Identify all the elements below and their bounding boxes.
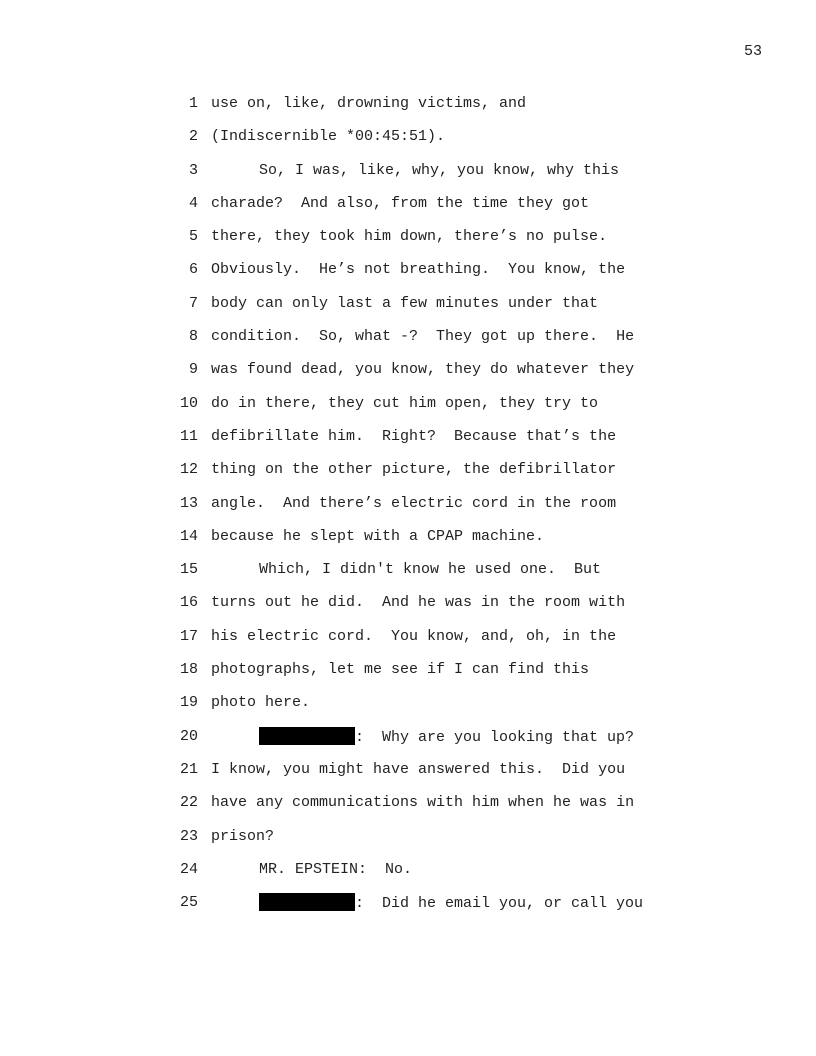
line-number: 23 [179,827,198,845]
page-number: 53 [743,43,762,60]
transcript-line-5 [0,227,816,260]
transcript-line-12 [0,460,816,493]
line-text: condition. So, what -? They got up there. He [211,328,635,346]
transcript-line-6 [0,260,816,293]
line-number: 22 [179,794,198,812]
line-text: thing on the other picture, the defibrillator [211,461,617,479]
transcript-line-15 [0,560,816,593]
line-text: I know, you might have answered this. Did you [211,760,626,778]
line-number: 2 [188,128,198,146]
line-text: (Indiscernible *00:45:51). [211,128,446,146]
line-text: use on, like, drowning victims, and [211,95,527,112]
transcript-line-3 [0,161,816,194]
redaction-bar [259,893,355,911]
transcript-line-25 [0,893,816,926]
transcript-line-4 [0,194,816,227]
line-number: 9 [188,361,198,379]
line-text: Which, I didn't know he used one. But [259,561,602,579]
line-number: 4 [188,194,198,212]
line-text: angle. And there’s electric cord in the room [211,494,617,512]
transcript-line-16 [0,593,816,626]
line-number: 18 [179,661,198,679]
line-text: do in there, they cut him open, they try to [211,394,599,412]
transcript-line-2 [0,127,816,160]
line-text: MR. EPSTEIN: No. [259,860,413,878]
line-number: 6 [188,261,198,279]
line-number: 16 [179,594,198,612]
transcript-line-13 [0,494,816,527]
line-number: 19 [179,694,198,712]
line-text-container [211,860,412,880]
line-number: 20 [179,727,198,745]
line-text: because he slept with a CPAP machine. [211,527,545,545]
line-number: 10 [179,394,198,412]
line-text: have any communications with him when he was in [211,794,635,812]
line-text: So, I was, like, why, you know, why this [259,161,620,179]
transcript-line-8 [0,327,816,360]
transcript-line-19 [0,693,816,726]
transcript-line-21 [0,760,816,793]
line-text: his electric cord. You know, and, oh, in the [211,627,617,645]
transcript-line-7 [0,294,816,327]
line-number: 17 [179,627,198,645]
line-text: : Why are you looking that up? [355,728,635,746]
line-text: turns out he did. And he was in the room with [211,594,626,612]
line-number: 24 [179,860,198,878]
line-number: 11 [179,427,198,445]
line-number: 3 [188,161,198,179]
line-number: 8 [188,328,198,346]
line-text: photo here. [211,694,311,712]
line-text-container [211,893,643,914]
line-text: body can only last a few minutes under that [211,294,599,312]
line-text: prison? [211,827,275,845]
transcript-body [0,94,816,926]
line-text: was found dead, you know, they do whatever they [211,361,635,379]
line-text-container [211,161,619,181]
line-number: 7 [188,294,198,312]
line-text: photographs, let me see if I can find this [211,661,590,679]
line-number: 25 [179,894,198,912]
transcript-line-14 [0,527,816,560]
line-text: there, they took him down, there’s no pulse. [211,228,608,246]
line-text: : Did he email you, or call you [355,895,644,913]
line-text: Obviously. He’s not breathing. You know, the [211,261,626,279]
transcript-line-10 [0,394,816,427]
transcript-line-24 [0,860,816,893]
transcript-line-20 [0,727,816,760]
line-number: 13 [179,494,198,512]
line-number: 21 [179,760,198,778]
transcript-line-23 [0,827,816,860]
line-text: charade? And also, from the time they got [211,194,590,212]
transcript-line-1 [0,94,816,127]
line-number: 14 [179,527,198,545]
transcript-line-11 [0,427,816,460]
line-text: defibrillate him. Right? Because that’s the [211,427,617,445]
redaction-bar [259,727,355,745]
line-number: 12 [179,461,198,479]
line-text-container [211,727,634,748]
line-number: 1 [188,95,198,112]
transcript-line-9 [0,360,816,393]
transcript-line-17 [0,627,816,660]
line-number: 5 [188,228,198,246]
line-number: 15 [179,561,198,579]
transcript-line-18 [0,660,816,693]
transcript-line-22 [0,793,816,826]
line-text-container [211,560,601,580]
